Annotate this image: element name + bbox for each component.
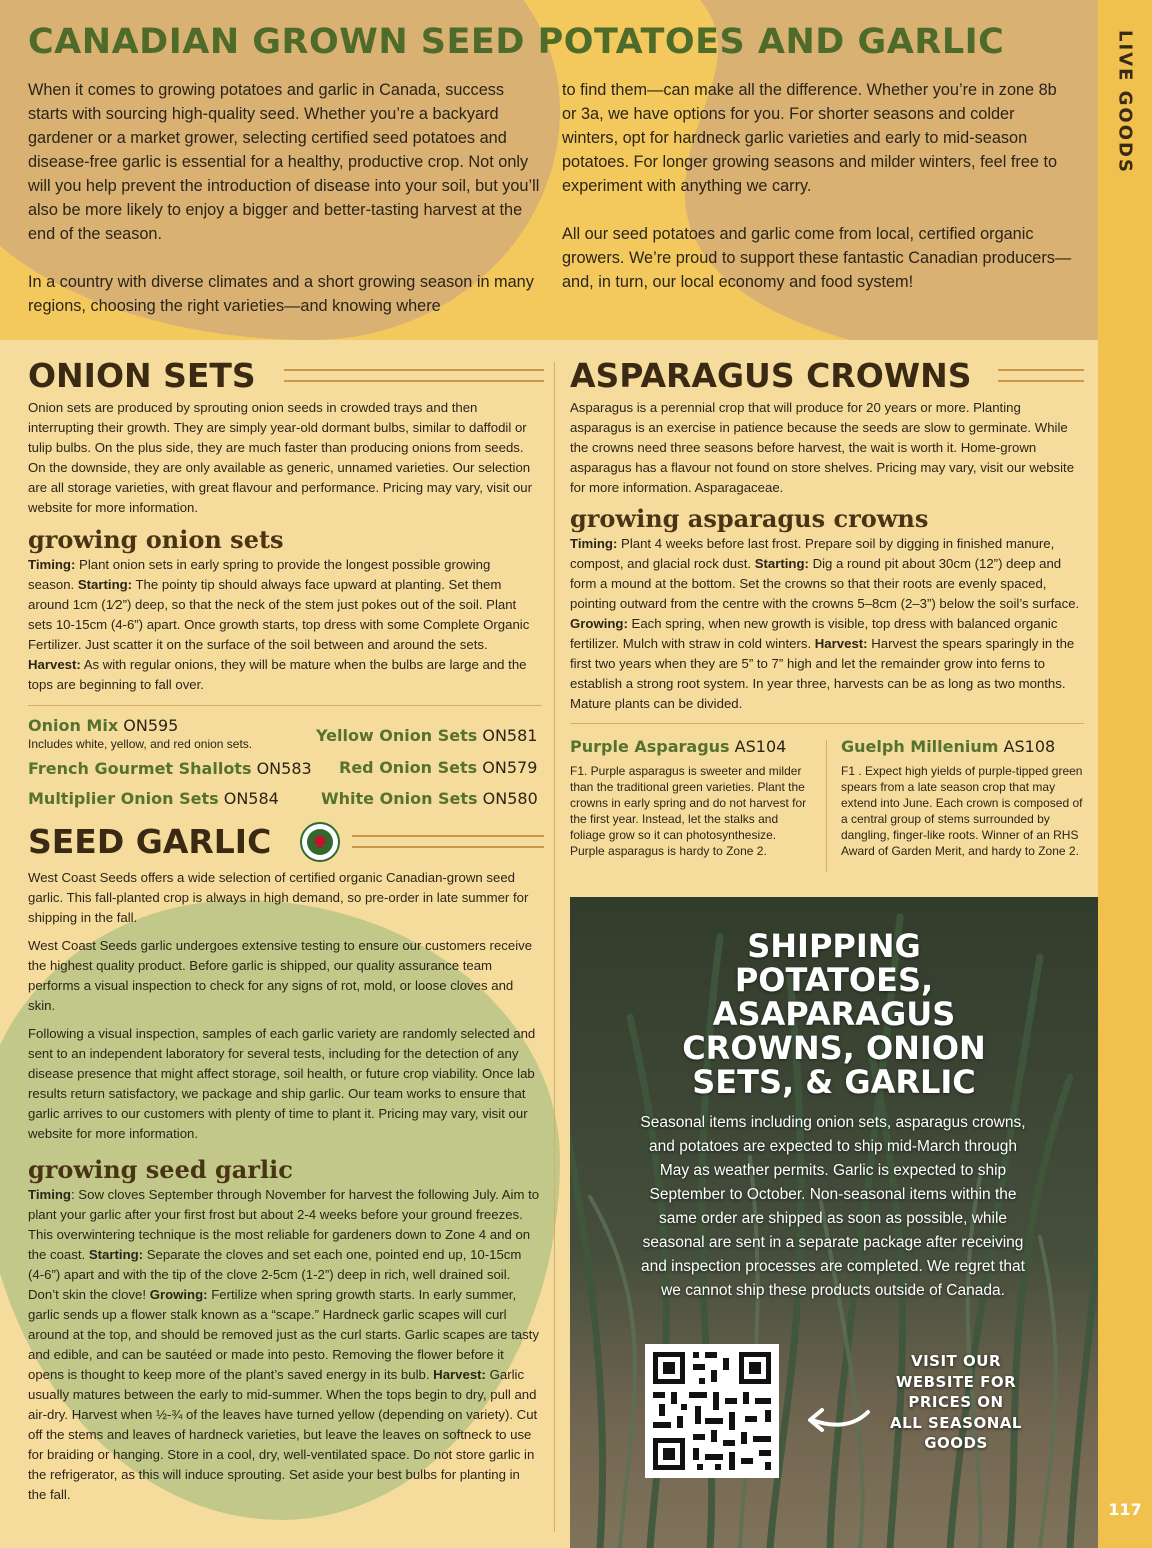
growing-text: Separate the cloves and set each one, pointed end up, 10-15cm (4-6”) apart and with the tip of the clove 2-5cm (1-2”) deep in rich, well drained soil. Don’t skin the clove!	[28, 1247, 522, 1302]
label-starting: Starting:	[77, 577, 133, 592]
product-name: Onion Mix	[28, 716, 119, 735]
product-name: Purple Asparagus	[570, 737, 730, 756]
growing-text: Fertilize when spring growth starts. In early summer, garlic sends up a flower stalk known as a “scape.” Hardneck garlic scapes will curl around at the top, and should be removed just as the curl starts. Garlic scapes are tasty and edible, and can be sautéed or made into pesto. Removing the flower before it opens is thought to keep more of the plant’s saved energy in its bulb.	[28, 1287, 539, 1382]
shipping-title-line: SHIPPING	[747, 927, 921, 965]
intro-paragraph: When it comes to growing potatoes and garlic in Canada, success starts with sourcing high-quality seed. Whether you’re a backyard gardener or a market grower, selecting certified seed potatoes and disease-free garlic is essential for a healthy, productive crop. Not only will you help prevent the introduction of disease into your soil, but you’ll also be more likely to enjoy a bigger and better-tasting harvest at the end of the season.	[28, 81, 540, 243]
garlic-growing-text	[28, 1185, 540, 1513]
shipping-title	[570, 929, 1098, 1099]
product-code: ON580	[482, 789, 538, 808]
product-french-gourmet-shallots	[28, 759, 312, 778]
heading-rule	[352, 835, 544, 848]
curved-arrow-icon	[802, 1402, 874, 1438]
label-timing: Timing:	[570, 536, 618, 551]
garlic-paragraph: West Coast Seeds offers a wide selection of certified organic Canadian-grown seed garlic. This fall-planted crop is always in high demand, so pre-order in late summer for shipping in the fall.	[28, 870, 529, 925]
product-desc: F1. Purple asparagus is sweeter and milder than the traditional green varieties. Plant the crowns in early spring and do not harvest for the first year. Instead, let the stalks and foliage grow so it can photosynthesize. Purple asparagus is hardy to Zone 2.	[570, 764, 807, 858]
product-white-onion-sets	[321, 789, 538, 808]
product-divider	[826, 740, 827, 872]
growing-text: The pointy tip should always face upward at planting. Set them around 1cm (1⁄2”) deep, so that the neck of the stem just pokes out of the soil. Plant sets 10-15cm (4-6”) apart. Once growth starts, top dress with some Complete Organic Fertilizer. Just scatter it on the surface of the soil between and around the sets.	[28, 577, 530, 652]
label-timing: Timing:	[28, 557, 76, 572]
onion-growing-text	[28, 555, 540, 703]
label-growing: Growing:	[149, 1287, 208, 1302]
visit-line: VISIT OUR	[910, 1352, 1001, 1370]
product-note: Includes white, yellow, and red onion sets.	[28, 737, 253, 751]
onion-growing-title: growing onion sets	[28, 525, 284, 554]
product-code: ON579	[482, 758, 538, 777]
onion-title: ONION SETS	[28, 356, 256, 395]
page-title: CANADIAN GROWN SEED POTATOES AND GARLIC	[28, 22, 1005, 62]
divider	[570, 723, 1084, 724]
product-name: Red Onion Sets	[339, 758, 478, 777]
product-name: Guelph Millenium	[841, 737, 999, 756]
onion-header	[28, 356, 544, 396]
onion-description	[28, 398, 540, 526]
garlic-header	[28, 822, 544, 862]
product-multiplier-onion-sets	[28, 789, 279, 808]
product-code: ON595	[123, 716, 179, 735]
label-harvest: Harvest:	[814, 636, 868, 651]
product-onion-mix	[28, 716, 178, 735]
product-name: Yellow Onion Sets	[316, 726, 478, 745]
shipping-title-line: SETS, & GARLIC	[692, 1063, 976, 1101]
visit-website-callout	[880, 1351, 1032, 1454]
page-number: 117	[1108, 1500, 1142, 1519]
garlic-paragraph: West Coast Seeds garlic undergoes extensive testing to ensure our customers receive the highest quality product. Before garlic is shipped, our quality assurance team performs a visual inspection to check for any signs of rot, mold, or loose cloves and skin.	[28, 938, 533, 1013]
growing-text: Garlic usually matures between the early to mid-summer. When the tops begin to dry, pull and air-dry. Harvest when ½-¾ of the leaves have turned yellow (depending on variety). Cut off the stems and leaves of hardneck varieties, but leave the leaves on softneck to use for braiding or hanging. Store in a cool, dry, well-ventilated space. Do not store garlic in the refrigerator, as this will induce sprouting. Set aside your best bulbs for planting in the fall.	[28, 1367, 538, 1502]
heading-rule	[998, 369, 1084, 382]
label-growing: Growing:	[570, 616, 628, 631]
product-code: ON581	[482, 726, 538, 745]
product-name: White Onion Sets	[321, 789, 478, 808]
garlic-description	[28, 868, 540, 1152]
visit-line: ALL SEASONAL	[890, 1413, 1022, 1432]
product-name: French Gourmet Shallots	[28, 759, 252, 778]
label-starting: Starting:	[88, 1247, 144, 1262]
intro-column-2	[562, 78, 1074, 318]
growing-text: : Sow cloves September through November for harvest the following July. Aim to plant your garlic after your first frost but about 2-4 weeks before your ground freezes. This overwintering technique is the most reliable for gardeners down to Zone 4 and on the coast.	[28, 1187, 540, 1262]
shipping-title-line: CROWNS, ONION	[682, 1029, 986, 1067]
side-tab-label: LIVE GOODS	[1114, 30, 1136, 174]
shipping-photo-panel	[570, 897, 1098, 1548]
asparagus-desc-text: Asparagus is a perennial crop that will produce for 20 years or more. Planting asparagus is an exercise in patience because the seeds are slow to germinate. While the crowns need three seasons before harvest, the wait is worth it. Home-grown asparagus has a flavour not found on store shelves. Pricing may vary, visit our website for more information. Asparagaceae.	[570, 400, 1075, 495]
product-code: AS104	[734, 737, 787, 756]
garlic-growing-title: growing seed garlic	[28, 1155, 293, 1184]
product-red-onion-sets	[339, 758, 537, 777]
shipping-title-line: ASAPARAGUS	[712, 995, 956, 1033]
product-yellow-onion-sets	[316, 726, 537, 745]
garlic-title: SEED GARLIC	[28, 822, 272, 861]
garlic-paragraph: Following a visual inspection, samples of each garlic variety are randomly selected and sent to an independent laboratory for several tests, including for the detection of any disease presence that might affect storage, soil health, or future crop viability. Once lab results return satisfactory, we package and ship garlic. Our team works to ensure that garlic arrives to our customers with plenty of time to plant it. Pricing may vary, visit our website for more information.	[28, 1026, 536, 1141]
asparagus-growing-title: growing asparagus crowns	[570, 504, 929, 533]
product-purple-asparagus	[570, 737, 786, 756]
visit-line: GOODS	[924, 1434, 988, 1452]
asparagus-description	[570, 398, 1084, 506]
product-desc: F1 . Expect high yields of purple-tipped green spears from a late season crop that may extend into June. Each crown is composed of a central group of stems surrounded by dangling, finger-like roots. Winner of an RHS Award of Garden Merit, and hardy to Zone 2.	[841, 764, 1083, 858]
canada-organic-seal-icon	[300, 822, 340, 862]
label-harvest: Harvest:	[28, 657, 81, 672]
label-starting: Starting:	[754, 556, 809, 571]
intro-column-1	[28, 78, 540, 342]
growing-text: Harvest the spears sparingly in the first two years when they are 5” to 7” high and let the remainder grow into ferns to establish a strong root system. In year three, harvests can be as long as two months. Mature plants can be divided.	[570, 636, 1075, 711]
product-code: ON583	[256, 759, 312, 778]
visit-line: PRICES ON	[908, 1393, 1004, 1411]
onion-growing-header	[28, 526, 284, 554]
column-divider	[554, 362, 555, 1532]
product-name: Multiplier Onion Sets	[28, 789, 219, 808]
shipping-title-line: POTATOES,	[734, 961, 934, 999]
growing-text: Plant onion sets in early spring to provide the longest possible growing season.	[28, 557, 491, 592]
side-tab	[1098, 0, 1152, 1548]
shipping-body: Seasonal items including onion sets, asparagus crowns, and potatoes are expected to ship mid-March through May as weather permits. Garlic is expected to ship September to October. Non-seasonal items within the same order are shipped as soon as possible, while seasonal are sent in a separate package after receiving and inspection processes are completed. We regret that we cannot ship these products outside of Canada.	[640, 1114, 1026, 1299]
qr-code-icon[interactable]	[645, 1344, 779, 1478]
asparagus-title: ASPARAGUS CROWNS	[570, 356, 972, 395]
divider	[28, 705, 542, 706]
growing-text: Each spring, when new growth is visible, top dress with balanced organic fertilizer. Mulch with straw in cold winters.	[570, 616, 1058, 651]
growing-text: As with regular onions, they will be mature when the bulbs are large and the tops are beginning to fall over.	[28, 657, 527, 692]
intro-paragraph: to find them—can make all the difference. Whether you’re in zone 8b or 3a, we have options for you. For shorter seasons and colder winters, opt for hardneck garlic varieties and early to mid-season potatoes. For longer growing seasons and milder winters, feel free to experiment with anything we carry.	[562, 81, 1058, 195]
intro-paragraph: All our seed potatoes and garlic come from local, certified organic growers. We’re proud to support these fantastic Canadian producers—and, in turn, our local economy and food system!	[562, 225, 1072, 291]
growing-text: Dig a round pit about 30cm (12”) deep and form a mound at the bottom. Set the crowns so that their roots are evenly spaced, pointing outward from the centre with the crowns 5–8cm (2–3”) below the soil’s surface.	[570, 556, 1080, 611]
product-code: ON584	[223, 789, 279, 808]
label-timing: Timing	[28, 1187, 71, 1202]
asparagus-growing-text	[570, 534, 1084, 722]
growing-text: Plant 4 weeks before last frost. Prepare soil by digging in finished manure, compost, and glacial rock dust.	[570, 536, 1055, 571]
asparagus-growing-header	[570, 505, 928, 533]
asparagus-header	[570, 356, 1084, 396]
product-code: AS108	[1003, 737, 1056, 756]
heading-rule	[284, 369, 544, 382]
product-guelph-millenium	[841, 737, 1055, 756]
label-harvest: Harvest:	[433, 1367, 486, 1382]
visit-line: WEBSITE FOR	[895, 1372, 1017, 1391]
garlic-growing-header	[28, 1156, 293, 1184]
intro-paragraph: In a country with diverse climates and a short growing season in many regions, choosing the right varieties—and knowing where	[28, 273, 534, 315]
onion-desc-text: Onion sets are produced by sprouting onion seeds in crowded trays and then interrupting their growth. They are simply year-old dormant bulbs, similar to daffodil or tulip bulbs. On the plus side, they are much faster than producing onions from seeds. On the downside, they are only available as generic, unnamed varieties. Our selection are all storage varieties, with great flavour and performance. Pricing may vary, visit our website for more information.	[28, 400, 533, 515]
